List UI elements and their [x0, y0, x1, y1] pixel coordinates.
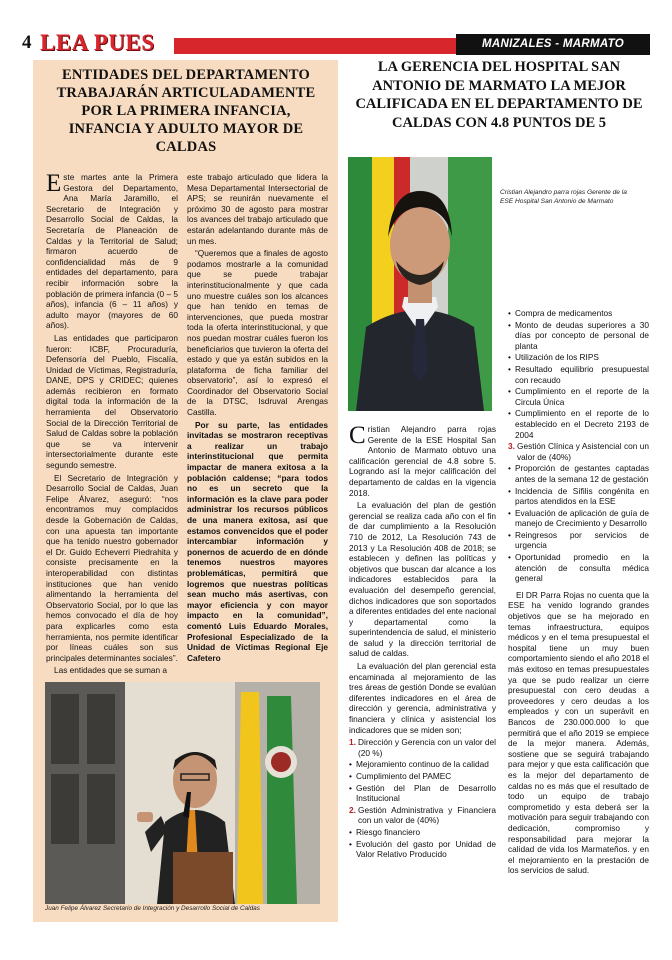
left-article-column-2 — [187, 172, 328, 665]
bullet-item — [508, 352, 649, 363]
masthead — [22, 31, 650, 55]
item-number: 1. — [349, 737, 356, 748]
paragraph: “Queremos que a finales de agosto podamos mostrarle a la comunidad que se puede trabajar interinstitucionalmente y que cada uno muestre cuáles son los alcances que han tenido en temas de intervenciones, que pueda mostrar toda la oferta interinstitucional, y que nos puedan mostrar cuáles fueron los beneficiarios que tuvieron la oferta del estado y que ya están subidos en la plataforma de ficha familiar del observatorio”, así lo expresó el Coordinador del Observatorio Social de la DTSC, Isdruval Arengas Castilla. — [187, 248, 328, 418]
item-text: Resultado equilibrio presupuestal con recaudo — [515, 363, 649, 385]
bullet-item — [508, 364, 649, 385]
bullet-item — [349, 827, 496, 838]
bullet-item — [508, 508, 649, 529]
paragraph: La evaluación del plan gerencial esta encaminada al mejoramiento de las tres áreas de gestión Donde se evalúan diferentes indicadores en el área de dirección y gerencia, administrativa y financiera y clínica y asistencial los indicadores que se miden son; — [349, 661, 496, 735]
item-number: 2. — [349, 804, 356, 815]
item-text: Incidencia de Sífilis congénita en partos atendidos en la ESE — [515, 485, 649, 507]
item-text: Cumplimiento del PAMEC — [356, 771, 452, 781]
item-text: Oportunidad promedio en la atención de consulta médica general — [515, 552, 649, 584]
numbered-item — [508, 441, 649, 462]
bullet-item — [508, 530, 649, 551]
bullet-item — [508, 308, 649, 319]
item-text: Evaluación de aplicación de guía de manejo de Crecimiento y Desarrollo — [515, 507, 649, 529]
numbered-item — [349, 805, 496, 826]
item-text: Gestión Administrativa y Financiera con un valor de (40%) — [358, 804, 496, 826]
item-text: Gestión Clínica y Asistencial con un valor de (40%) — [517, 441, 649, 462]
item-text: Cumplimiento en el reporte de la Circula Única — [515, 386, 649, 407]
paragraph: Las entidades que participaron fueron: ICBF, Procuraduría, Defensoría del Pueblo, Fiscalía, Unidad de Víctimas, Registraduría, DANE, DPS y CRIDEC; quienes además recibieron en formato digital toda la información de la herramienta del Observatorio Social de la Dirección Territorial de Salud de Caldas sobre la población que se va intervenir intersectorialmente durante este segundo semestre. — [46, 332, 178, 471]
secretary-photo-caption: Juan Felipe Álvarez Secretario de Integración y Desarrollo Social de Caldas — [45, 905, 260, 912]
item-text: Monto de deudas superiores a 30 días por concepto de personal de planta — [515, 319, 649, 351]
paragraph: El DR Parra Rojas no cuenta que la ESE ha venido logrando grandes objetivos que se ha mejorado en temas infraestructura, equipos médicos y en el tema presupuestal el hospital tiene un muy buen comportamiento siendo el año 2018 el más exitoso en temas presupuestales ya que se pudo realizar un cierre presupuestal con cero deudas a proveedores y cero deudas a los empleados y con un superávit en Bancos de 230.000.000 lo que permitirá que el año 2019 se empiece de la mejor manera. Además, sostiene que se seguirá trabajando para mejor y que esta calificación que es la mejor del departamento de caldas no es más que el resultado de todo un equipo de trabajo comprometido y esta deberá ser la motivación para seguir trabajando con dedicación, compromiso y responsabilidad para mejorar la calidad de vida los Marmateños. y en el mejoramiento en la prestación de los servicios de salud. — [508, 589, 649, 876]
page-number: 4 — [22, 32, 32, 53]
item-text: Cumplimiento en el reporte de lo establecido en el Decreto 2193 de 2004 — [515, 408, 649, 440]
bullet-item — [349, 839, 496, 860]
bullet-item — [508, 408, 649, 440]
item-text: Riesgo financiero — [356, 826, 421, 837]
indicator-list — [508, 308, 649, 584]
item-text: Proporción de gestantes captadas antes de la semana 12 de gestación — [515, 463, 649, 484]
right-article-title: LA GERENCIA DEL HOSPITAL SAN ANTONIO DE MARMATO LA MEJOR CALIFICADA EN EL DEPARTAMENTO DE CALDAS CON 4.8 PUNTOS DE 5 — [355, 59, 643, 131]
bullet-item — [508, 552, 649, 584]
section-label: MANIZALES - MARMATO — [456, 34, 650, 55]
item-text: Mejoramiento continuo de la calidad — [356, 759, 489, 770]
drop-cap: C — [349, 422, 366, 449]
bullet-item — [349, 783, 496, 804]
bullet-item — [508, 486, 649, 507]
item-text: Utilización de los RIPS — [515, 352, 599, 363]
paragraph: Por su parte, las entidades invitadas se mostraron receptivas a realizar un trabajo interinstitucional que permita impactar de manera exitosa a la población caldense; “para todos no es un secreto que la información es la clave para poder administrar los recursos públicos de una manera exitosa, así que estamos convencidos que el poder intercambiar información y ponernos de acuerdo de en dónde tenemos nuestros mayores problemáticas, permitirá que logremos que nuestras políticas sean mucho más asertivas, con mayor eficiencia y con mayor impacto en la comunidad”, comentó Luis Eduardo Morales, Profesional Especializado de la Unidad de Víctimas Regional Eje Cafetero — [187, 419, 328, 663]
hospital-manager-photo-illustration — [348, 157, 492, 411]
paragraph: este trabajo articulado que lidera la Mesa Departamental Intersectorial de APS; se reunirán nuevamente el próximo 30 de agosto para mostrar los avances del trabajo articulado que estarán adelantando durante más de un mes. — [187, 172, 328, 246]
numbered-item — [349, 737, 496, 758]
item-text: Gestión del Plan de Desarrollo Institucional — [356, 782, 496, 804]
item-number: 3. — [508, 441, 515, 452]
left-article-title: ENTIDADES DEL DEPARTAMENTO TRABAJARÁN ARTICULADAMENTE POR LA PRIMERA INFANCIA, INFANCIA Y ADULTO MAYOR DE CALDAS — [56, 67, 316, 155]
item-text: Reingresos por servicios de urgencia — [515, 529, 649, 551]
left-article-column-1 — [46, 172, 178, 678]
bullet-item — [508, 320, 649, 352]
paragraph: Cristian Alejandro parra rojas Gerente de la ESE Hospital San Antonio de Marmato obtuvo una calificación gerencial de 4.8 sobre 5. Logrando así la mejor calificación del departamento de caldas en la vigencia 2018. — [349, 422, 496, 498]
hospital-manager-photo — [348, 157, 492, 411]
item-text: Evolución del gasto por Unidad de Valor Relativo Producido — [356, 838, 496, 860]
drop-cap: E — [46, 170, 62, 197]
item-text: Compra de medicamentos — [515, 308, 613, 318]
secretary-photo-illustration — [45, 682, 320, 904]
paragraph: Las entidades que se suman a — [54, 665, 168, 676]
paragraph: La evaluación del plan de gestión gerencial se realiza cada año con el fin de dar cumplimiento a la Resolución 710 de 2012, La Resolución 743 de 2013 y La Resolución 408 de 2018; se establecen y definen las políticas y objetivos que buscan dar alcance a los indicadores establecidos para la evaluación del desempeño gerencial, dichos indicadores que son soportados a diferentes entidades del ente nacional y departamental como la superintendencia de salud, el ministerio de salud y la dirección territorial de salud de caldas. — [349, 500, 496, 659]
masthead-red-bar — [174, 38, 456, 54]
paragraph: El Secretario de Integración y Desarrollo Social de Caldas, Juan Felipe Álvarez, aseguró: “nos encontramos muy complacidos desde la Gobernación de Caldas, con una apuesta tan importante que ha tenido nuestro gobernador el Dr. Guido Echeverri Piedrahita y consiste precisamente en la interoperabilidad con distintas instituciones que han venido alimentando la herramienta del Observatorio Social, por lo que las hemos convocado el día de hoy para explicarles como esta herramienta, nos permite identificar por líneas cuáles son sus principales determinantes sociales”. — [46, 472, 178, 663]
bullet-item — [349, 771, 496, 782]
newspaper-logo: LEA PUES — [40, 30, 155, 55]
right-article-column-1 — [349, 424, 496, 861]
paragraph: Este martes ante la Primera Gestora del Departamento, Ana María Jaramillo, el Secretario de Integración y Desarrollo Social de Caldas, la Secretaría de Planeación de Caldas y la Territorial de Salud; firmaron acuerdo de confidencialidad más de 9 entidades del departamento, para recibir información sobre la población de primera infancia (0 – 5 años), infancia (6 – 11 años) y adulto mayor (mayores de 60 años). — [46, 170, 178, 331]
bullet-item — [349, 759, 496, 770]
right-article-column-2 — [508, 308, 649, 878]
bullet-item — [508, 463, 649, 484]
hospital-manager-photo-caption: Cristian Alejandro parra rojas Gerente de la ESE Hospital San Antonio de Marmato — [500, 189, 627, 205]
bullet-item — [508, 386, 649, 407]
item-text: Dirección y Gerencia con un valor del (20 %) — [358, 737, 496, 758]
indicator-list — [349, 737, 496, 860]
secretary-photo — [45, 682, 320, 904]
